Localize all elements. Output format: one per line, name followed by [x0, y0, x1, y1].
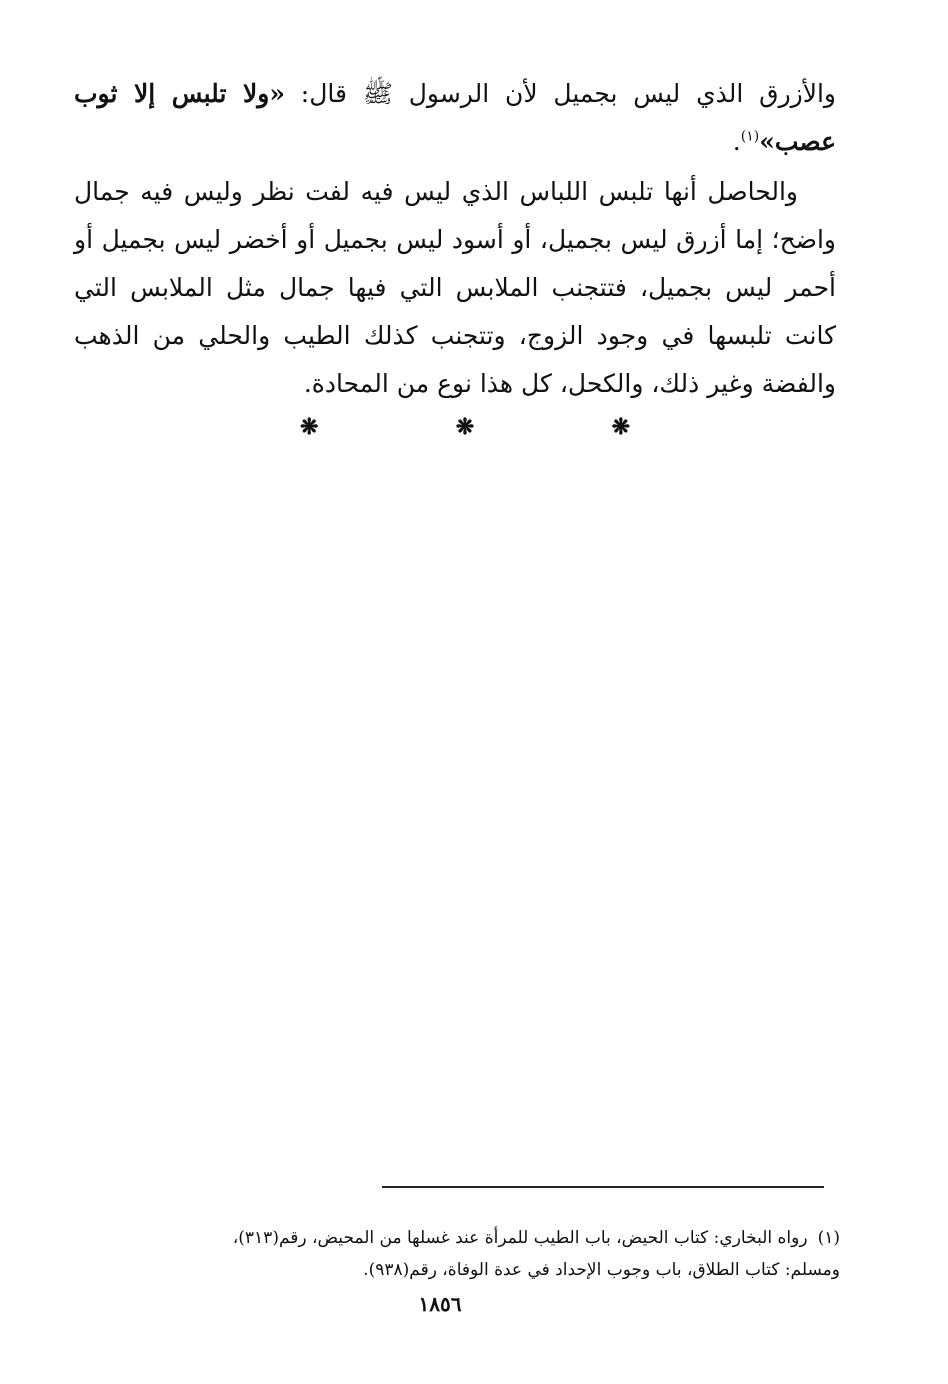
hadith-quote: «ولا تلبس إلا ثوب عصب»: [74, 79, 836, 156]
star-ornament-icon: ❋: [300, 414, 319, 440]
footnote-line-2: ومسلم: كتاب الطلاق، باب وجوب الإحداد في عدة الوفاة، رقم(٩٣٨).: [363, 1260, 840, 1280]
footnote-separator-line: [382, 1186, 824, 1188]
paragraph-2: والحاصل أنها تلبس اللباس الذي ليس فيه لفت نظر وليس فيه جمال واضح؛ إما أزرق ليس بجميل، أو أسود ليس بجميل أو أخضر ليس بجميل أو أحمر ليس بجميل، فتتجنب الملابس التي فيها جمال مثل الملابس التي كانت تلبسها في وجود الزوج، وتتجنب كذلك الطيب والحلي من الذهب والفضة وغير ذلك، والكحل، كل هذا نوع من المحادة.: [74, 177, 836, 398]
footnote-reference: (١): [740, 128, 760, 145]
footnote-line-1: [60, 1222, 840, 1254]
paragraph-1-end: .: [732, 127, 741, 156]
paragraph-1-text: والأزرق الذي ليس بجميل لأن الرسول ﷺ قال:: [284, 79, 836, 108]
footnote-text-1: رواه البخاري: كتاب الحيض، باب الطيب للمرأة عند غسلها من المحيض، رقم(٣١٣)،: [232, 1228, 808, 1248]
footnote-marker: (١): [817, 1228, 840, 1248]
star-ornament-icon: ❋: [455, 414, 475, 440]
main-text: [74, 70, 836, 408]
section-divider-stars: [300, 414, 630, 440]
star-ornament-icon: ❋: [611, 414, 630, 440]
page-number: ١٨٥٦: [418, 1292, 462, 1316]
footnote: [60, 1222, 840, 1286]
paragraph-1: [74, 70, 836, 166]
